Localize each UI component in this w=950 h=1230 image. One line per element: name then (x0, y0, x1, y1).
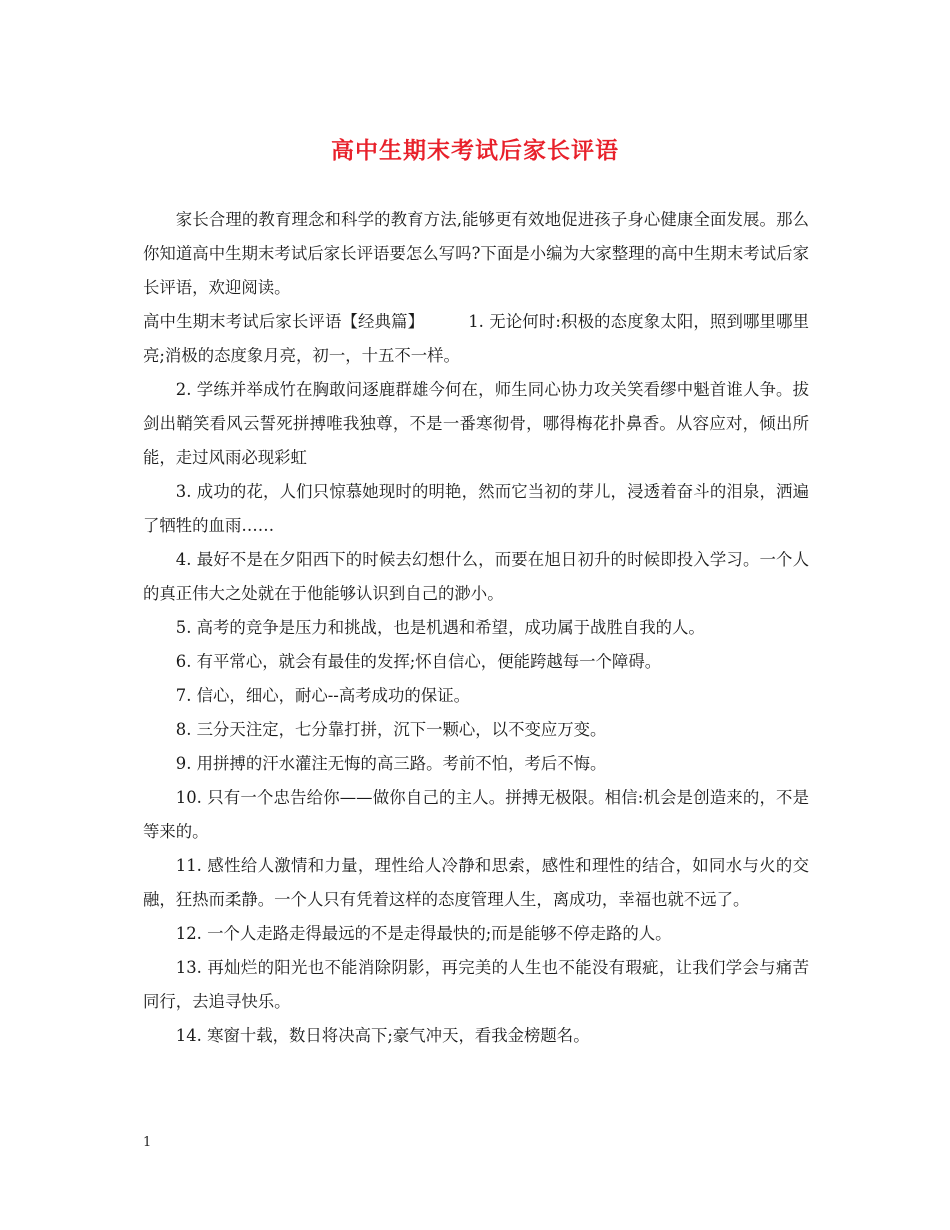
list-item: 7. 信心，细心，耐心--高考成功的保证。 (175, 686, 470, 705)
document-title: 高中生期末考试后家长评语 (331, 137, 619, 164)
list-item: 10. 只有一个忠告给你——做你自己的主人。拼搏无极限。相信:机会是创造来的，不是等来的。 (143, 788, 809, 841)
document-body (143, 203, 809, 1053)
intro-paragraph: 家长合理的教育理念和科学的教育方法,能够更有效地促进孩子身心健康全面发展。那么你知道高中生期末考试后家长评语要怎么写吗?下面是小编为大家整理的高中生期末考试后家长评语，欢迎阅读。 (143, 210, 809, 297)
page-number: 1 (143, 1135, 152, 1150)
list-item: 4. 最好不是在夕阳西下的时候去幻想什么，而要在旭日初升的时候即投入学习。一个人的真正伟大之处就在于他能够认识到自己的渺小。 (143, 550, 809, 603)
list-item: 12. 一个人走路走得最远的不是走得最快的;而是能够不停走路的人。 (175, 924, 672, 943)
list-item: 3. 成功的花，人们只惊慕她现时的明艳，然而它当初的芽儿，浸透着奋斗的泪泉，洒遍了牺牲的血雨…… (143, 482, 809, 535)
list-item: 1. 无论何时:积极的态度象太阳，照到哪里哪里亮;消极的态度象月亮，初一，十五不一样。 (143, 312, 810, 365)
list-item: 13. 再灿烂的阳光也不能消除阴影，再完美的人生也不能没有瑕疵，让我们学会与痛苦同行，去追寻快乐。 (143, 958, 809, 1011)
list-item: 8. 三分天注定，七分靠打拼，沉下一颗心，以不变应万变。 (175, 720, 607, 739)
section-heading: 高中生期末考试后家长评语【经典篇】 (143, 312, 425, 331)
list-item: 5. 高考的竞争是压力和挑战，也是机遇和希望，成功属于战胜自我的人。 (175, 618, 705, 637)
list-item: 9. 用拼搏的汗水灌注无悔的高三路。考前不怕，考后不悔。 (175, 754, 607, 773)
list-item: 2. 学练并举成竹在胸敢问逐鹿群雄今何在，师生同心协力攻关笑看缪中魁首谁人争。拔剑出鞘笑看风云誓死拼搏唯我独尊，不是一番寒彻骨，哪得梅花扑鼻香。从容应对，倾出所能，走过风雨必现彩虹 (143, 380, 809, 467)
list-item: 11. 感性给人激情和力量，理性给人冷静和思索，感性和理性的结合，如同水与火的交融，狂热而柔静。一个人只有凭着这样的态度管理人生，离成功，幸福也就不远了。 (143, 856, 809, 909)
list-item: 6. 有平常心，就会有最佳的发挥;怀自信心，便能跨越每一个障碍。 (175, 652, 662, 671)
list-item: 14. 寒窗十载，数日将决高下;豪气冲天，看我金榜题名。 (175, 1026, 590, 1045)
section-paragraph (143, 305, 809, 373)
